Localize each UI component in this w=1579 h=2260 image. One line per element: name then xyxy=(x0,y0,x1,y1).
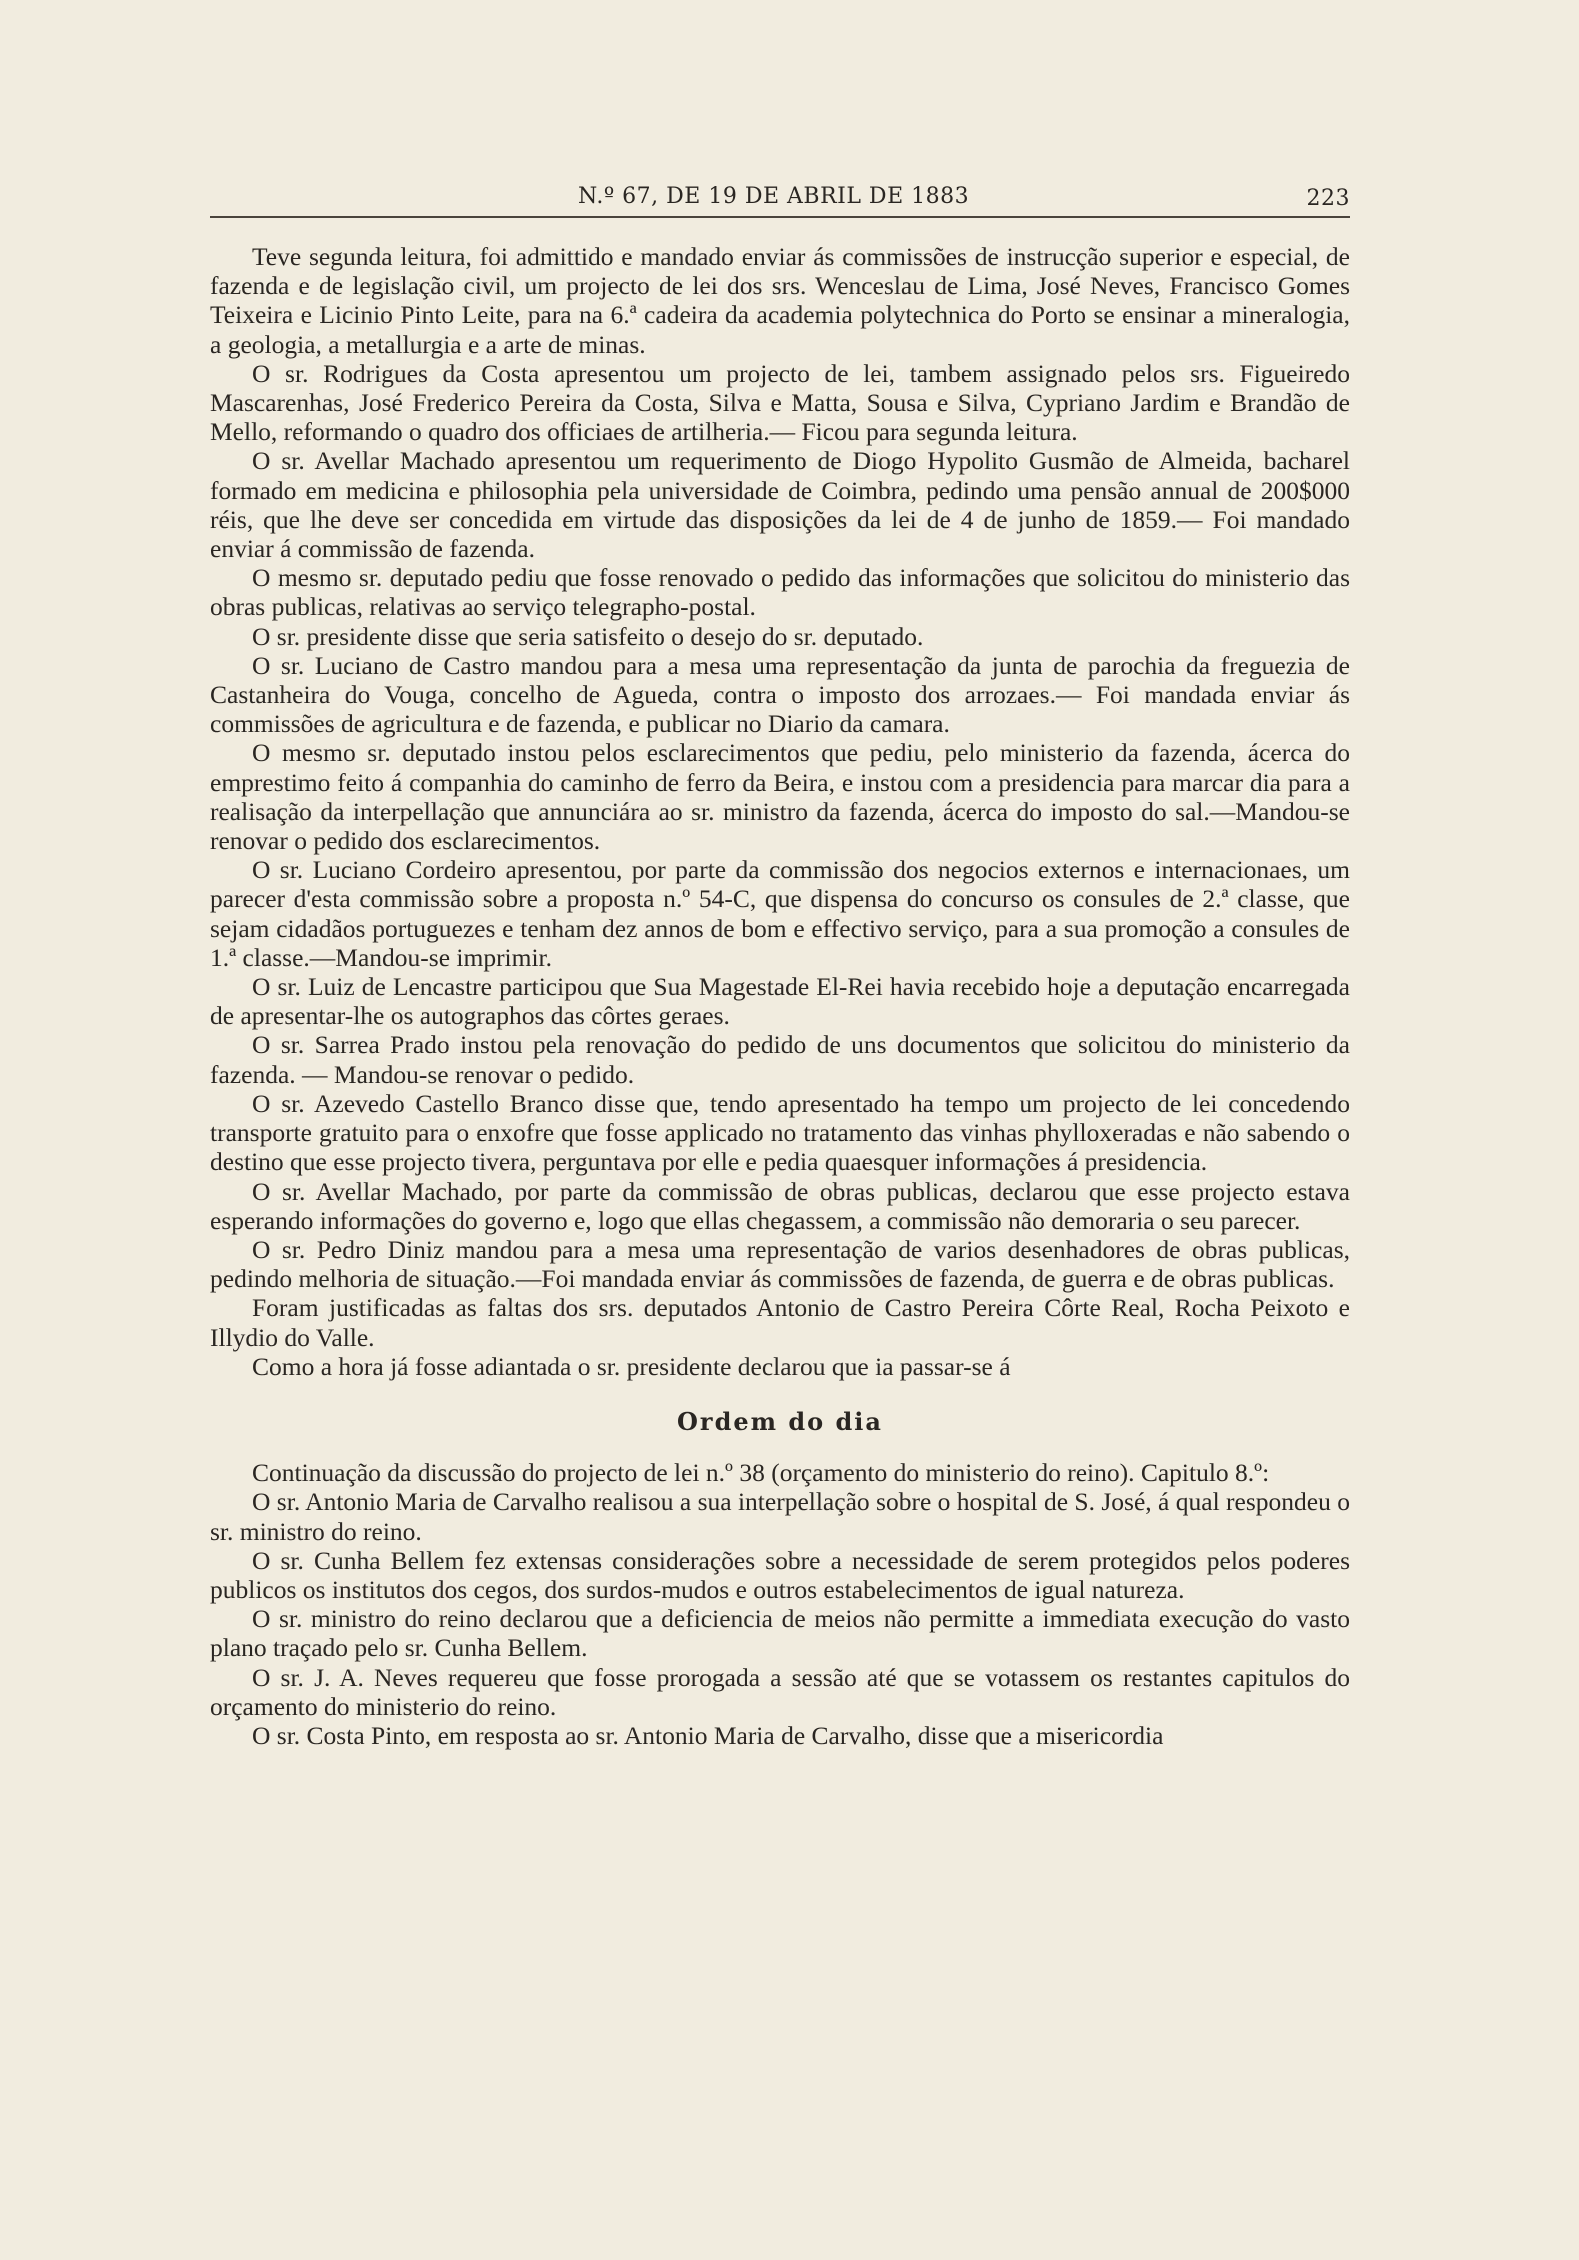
header-rule xyxy=(210,216,1350,218)
page-header xyxy=(210,176,1350,210)
paragraph: O sr. Cunha Bellem fez extensas considerações sobre a necessidade de serem protegidos pelos poderes publicos os institutos dos cegos, dos surdos-mudos e outros estabelecimentos de igual natureza. xyxy=(210,1545,1350,1604)
paragraph: O sr. Luciano de Castro mandou para a mesa uma representação da junta de parochia da freguezia de Castanheira do Vouga, concelho de Agueda, contra o imposto dos arrozaes.— Foi mandada enviar ás commissões de agricultura e de fazenda, e publicar no Diario da camara. xyxy=(210,650,1350,739)
paragraph: O sr. Luciano Cordeiro apresentou, por parte da commissão dos negocios externos e internacionaes, um parecer d'esta commissão sobre a proposta n.º 54-C, que dispensa do concurso os consules de 2.ª classe, que sejam cidadãos portuguezes e tenham dez annos de bom e effectivo serviço, para a sua promoção a consules de 1.ª classe.—Mandou-se imprimir. xyxy=(210,855,1350,972)
paragraph: O sr. Luiz de Lencastre participou que Sua Magestade El-Rei havia recebido hoje a deputação encarregada de apresentar-lhe os autographos das côrtes geraes. xyxy=(210,972,1350,1031)
paragraph: O sr. presidente disse que seria satisfeito o desejo do sr. deputado. xyxy=(252,621,924,651)
paragraph: Teve segunda leitura, foi admittido e mandado enviar ás commissões de instrucção superior e especial, de fazenda e de legislação civil, um projecto de lei dos srs. Wenceslau de Lima, José Neves, Francisco Gomes Teixeira e Licinio Pinto Leite, para na 6.ª cadeira da academia polytechnica do Porto se ensinar a mineralogia, a geologia, a metallurgia e a arte de minas. xyxy=(210,242,1350,359)
page-number: 223 xyxy=(1306,186,1350,211)
paragraph: O sr. Azevedo Castello Branco disse que, tendo apresentado ha tempo um projecto de lei concedendo transporte gratuito para o enxofre que fosse applicado no tratamento das vinhas phylloxeradas e não sabendo o destino que esse projecto tivera, perguntava por elle e pedia quaesquer informações á presidencia. xyxy=(210,1088,1350,1177)
paragraph: O sr. J. A. Neves requereu que fosse prorogada a sessão até que se votassem os restantes capitulos do orçamento do ministerio do reino. xyxy=(210,1662,1350,1721)
paragraph: O mesmo sr. deputado instou pelos esclarecimentos que pediu, pelo ministerio da fazenda, ácerca do emprestimo feito á companhia do caminho de ferro da Beira, e instou com a presidencia para marcar dia para a realisação da interpellação que annunciára ao sr. ministro da fazenda, ácerca do imposto do sal.—Mandou-se renovar o pedido dos esclarecimentos. xyxy=(210,738,1350,856)
paragraph: O sr. Avellar Machado apresentou um requerimento de Diogo Hypolito Gusmão de Almeida, bacharel formado em medicina e philosophia pela universidade de Coimbra, pedindo uma pensão annual de 200$000 réis, que lhe deve ser concedida em virtude das disposições da lei de 4 de junho de 1859.— Foi mandado enviar á commissão de fazenda. xyxy=(210,446,1350,564)
section-heading: Ordem do dia xyxy=(677,1406,883,1436)
paragraph: O mesmo sr. deputado pediu que fosse renovado o pedido das informações que solicitou do ministerio das obras publicas, relativas ao serviço telegrapho-postal. xyxy=(210,563,1350,622)
paragraph: O sr. Sarrea Prado instou pela renovação do pedido de uns documentos que solicitou do ministerio da fazenda. — Mandou-se renovar o pedido. xyxy=(210,1030,1350,1089)
paragraph: O sr. Antonio Maria de Carvalho realisou a sua interpellação sobre o hospital de S. José, á qual respondeu o sr. ministro do reino. xyxy=(210,1487,1350,1546)
paragraph: O sr. Costa Pinto, em resposta ao sr. Antonio Maria de Carvalho, disse que a misericordia xyxy=(252,1720,1164,1750)
paragraph: O sr. Pedro Diniz mandou para a mesa uma representação de varios desenhadores de obras publicas, pedindo melhoria de situação.—Foi mandada enviar ás commissões de fazenda, de guerra e de obras publicas. xyxy=(210,1234,1350,1294)
paragraph: Como a hora já fosse adiantada o sr. presidente declarou que ia passar-se á xyxy=(252,1351,1011,1381)
paragraph: Foram justificadas as faltas dos srs. deputados Antonio de Castro Pereira Côrte Real, Rocha Peixoto e Illydio do Valle. xyxy=(210,1293,1350,1352)
header-title: N.º 67, DE 19 DE ABRIL DE 1883 xyxy=(578,184,970,209)
paragraph: Continuação da discussão do projecto de lei n.º 38 (orçamento do ministerio do reino). Capitulo 8.º: xyxy=(252,1458,1270,1488)
paragraph: O sr. Avellar Machado, por parte da commissão de obras publicas, declarou que esse projecto estava esperando informações do governo e, logo que ellas chegassem, a commissão não demoraria o seu parecer. xyxy=(210,1176,1350,1235)
paragraph: O sr. ministro do reino declarou que a deficiencia de meios não permitte a immediata execução do vasto plano traçado pelo sr. Cunha Bellem. xyxy=(210,1604,1350,1663)
paragraph: O sr. Rodrigues da Costa apresentou um projecto de lei, tambem assignado pelos srs. Figueiredo Mascarenhas, José Frederico Pereira da Costa, Silva e Matta, Sousa e Silva, Cypriano Jardim e Brandão de Mello, reformando o quadro dos officiaes de artilheria.— Ficou para segunda leitura. xyxy=(210,358,1350,447)
document-body xyxy=(210,242,1350,1750)
